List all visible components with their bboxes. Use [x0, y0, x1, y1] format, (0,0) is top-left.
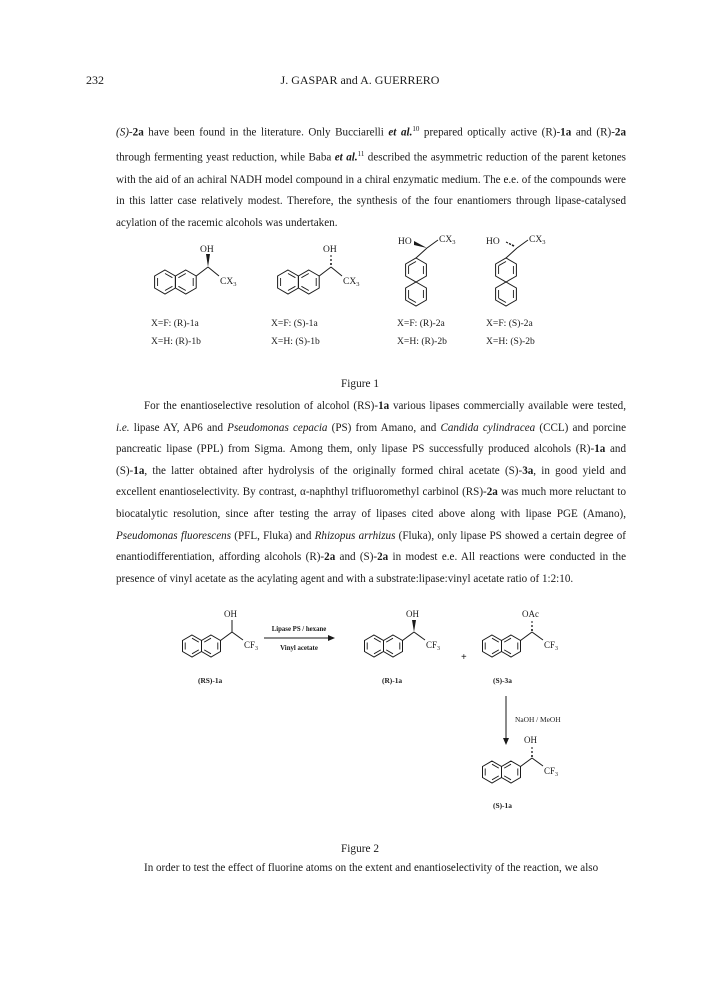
svg-text:OH: OH: [200, 245, 214, 255]
svg-text:CF3: $CF_3$: [426, 640, 441, 652]
label-r-1b: X=H: (R)-1b: [151, 336, 201, 347]
running-title: J. GASPAR and A. GUERRERO: [280, 73, 440, 87]
svg-text:CF3: $CF_3$: [244, 640, 259, 652]
svg-text:NaOH / MeOH: NaOH / MeOH: [515, 715, 561, 724]
svg-text:OH: OH: [524, 735, 537, 745]
figure-1-caption: Figure 1: [341, 378, 379, 390]
svg-text:CX3: $CX_3$: [343, 277, 360, 288]
plus-sign: +: [461, 652, 467, 663]
label-s-1a: X=F: (S)-1a: [271, 318, 318, 329]
reaction-arrow: [264, 626, 335, 652]
label-s-1a-final: (S)-1a: [493, 801, 512, 810]
svg-text:CF3: $CF_3$: [544, 640, 559, 652]
figure-1-structures: [0, 232, 720, 312]
label-r-1a: X=F: (R)-1a: [151, 318, 199, 329]
paragraph-resolution: For the enantioselective resolution of alcohol (RS)-1a various lipases commercially available were tested, i.e. lipase AY, AP6 and Pseudomonas cepacia (PS) from Amano, and Candida cylindracea (CCL) and porcine pancreatic lipase (PPL) from Sigma. Among them, only lipase PS successfully produced alcohols (R)-1a and (S)-1a, the latter obtained after hydrolysis of the originally formed chiral acetate (S)-3a, in good yield and excellent enantioselectivity. By contrast, α-naphthyl trifluoromethyl carbinol (RS)-2a was much more reluctant to biocatalytic resolution, since after testing the array of lipases cited above along with lipase PGE (Amano), Pseudomonas fluorescens (PFL, Fluka) and Rhizopus arrhizus (Fluka), only lipase PS showed a certain degree of enantiodifferentiation, affording alcohols (R)-2a and (S)-2a in modest e.e. All reactions were conducted in the presence of vinyl acetate as the acylating agent and with a substrate:lipase:vinyl acetate ratio of 1:2:10.: [116, 400, 626, 585]
structure-r-1a-product: [365, 609, 441, 657]
svg-text:HO: HO: [398, 237, 412, 247]
structure-s-1: [278, 245, 360, 294]
paragraph-intro: (S)-2a have been found in the literature. Only Bucciarelli et al.$^{10}$ prepared optically active (R)-1a and (R)-2a through fermenting yeast reduction, while Baba et al.$^{11}$ described the asymmetric reduction of the parent ketones with the aid of an achiral NADH model compound in a chiral enzymatic medium. The e.e. of the compounds were in this latter case relatively modest. Therefore, the synthesis of the four enantiomers through lipase-catalysed acylation of the racemic alcohols was undertaken.: [116, 125, 627, 229]
label-r-1a-product: (R)-1a: [382, 676, 403, 685]
svg-text:OH: OH: [406, 609, 419, 619]
label-s-2a: X=F: (S)-2a: [486, 318, 533, 329]
svg-text:CX3: $CX_3$: [220, 277, 237, 288]
structure-s-3a-product: [483, 609, 559, 657]
structure-r-2: [398, 235, 455, 306]
structure-r-1: [155, 245, 237, 294]
structure-s-2: [486, 235, 545, 306]
label-s-1b: X=H: (S)-1b: [271, 336, 320, 347]
svg-text:HO: HO: [486, 237, 500, 247]
svg-text:OH: OH: [224, 609, 237, 619]
paragraph-fluorine: In order to test the effect of fluorine atoms on the extent and enantioselectivity of the reaction, we also: [144, 862, 599, 874]
svg-text:CF3: $CF_3$: [544, 766, 559, 778]
label-r-2a: X=F: (R)-2a: [397, 318, 445, 329]
svg-text:OH: OH: [323, 245, 337, 255]
svg-text:OAc: OAc: [522, 609, 539, 619]
structure-rs-1a: [183, 609, 259, 657]
svg-text:CX3: $CX_3$: [529, 235, 546, 246]
label-rs-1a: (RS)-1a: [198, 676, 223, 685]
svg-text:Vinyl acetate: Vinyl acetate: [280, 645, 318, 652]
label-s-3a: (S)-3a: [493, 676, 512, 685]
figure-2-caption: Figure 2: [341, 843, 379, 855]
structure-s-1a-final: [483, 735, 559, 783]
svg-text:Lipase PS / hexane: Lipase PS / hexane: [271, 626, 327, 633]
page-number: 232: [86, 73, 104, 87]
figure-2-scheme: [0, 600, 720, 810]
label-r-2b: X=H: (R)-2b: [397, 336, 447, 347]
svg-text:CX3: $CX_3$: [439, 235, 456, 246]
label-s-2b: X=H: (S)-2b: [486, 336, 535, 347]
